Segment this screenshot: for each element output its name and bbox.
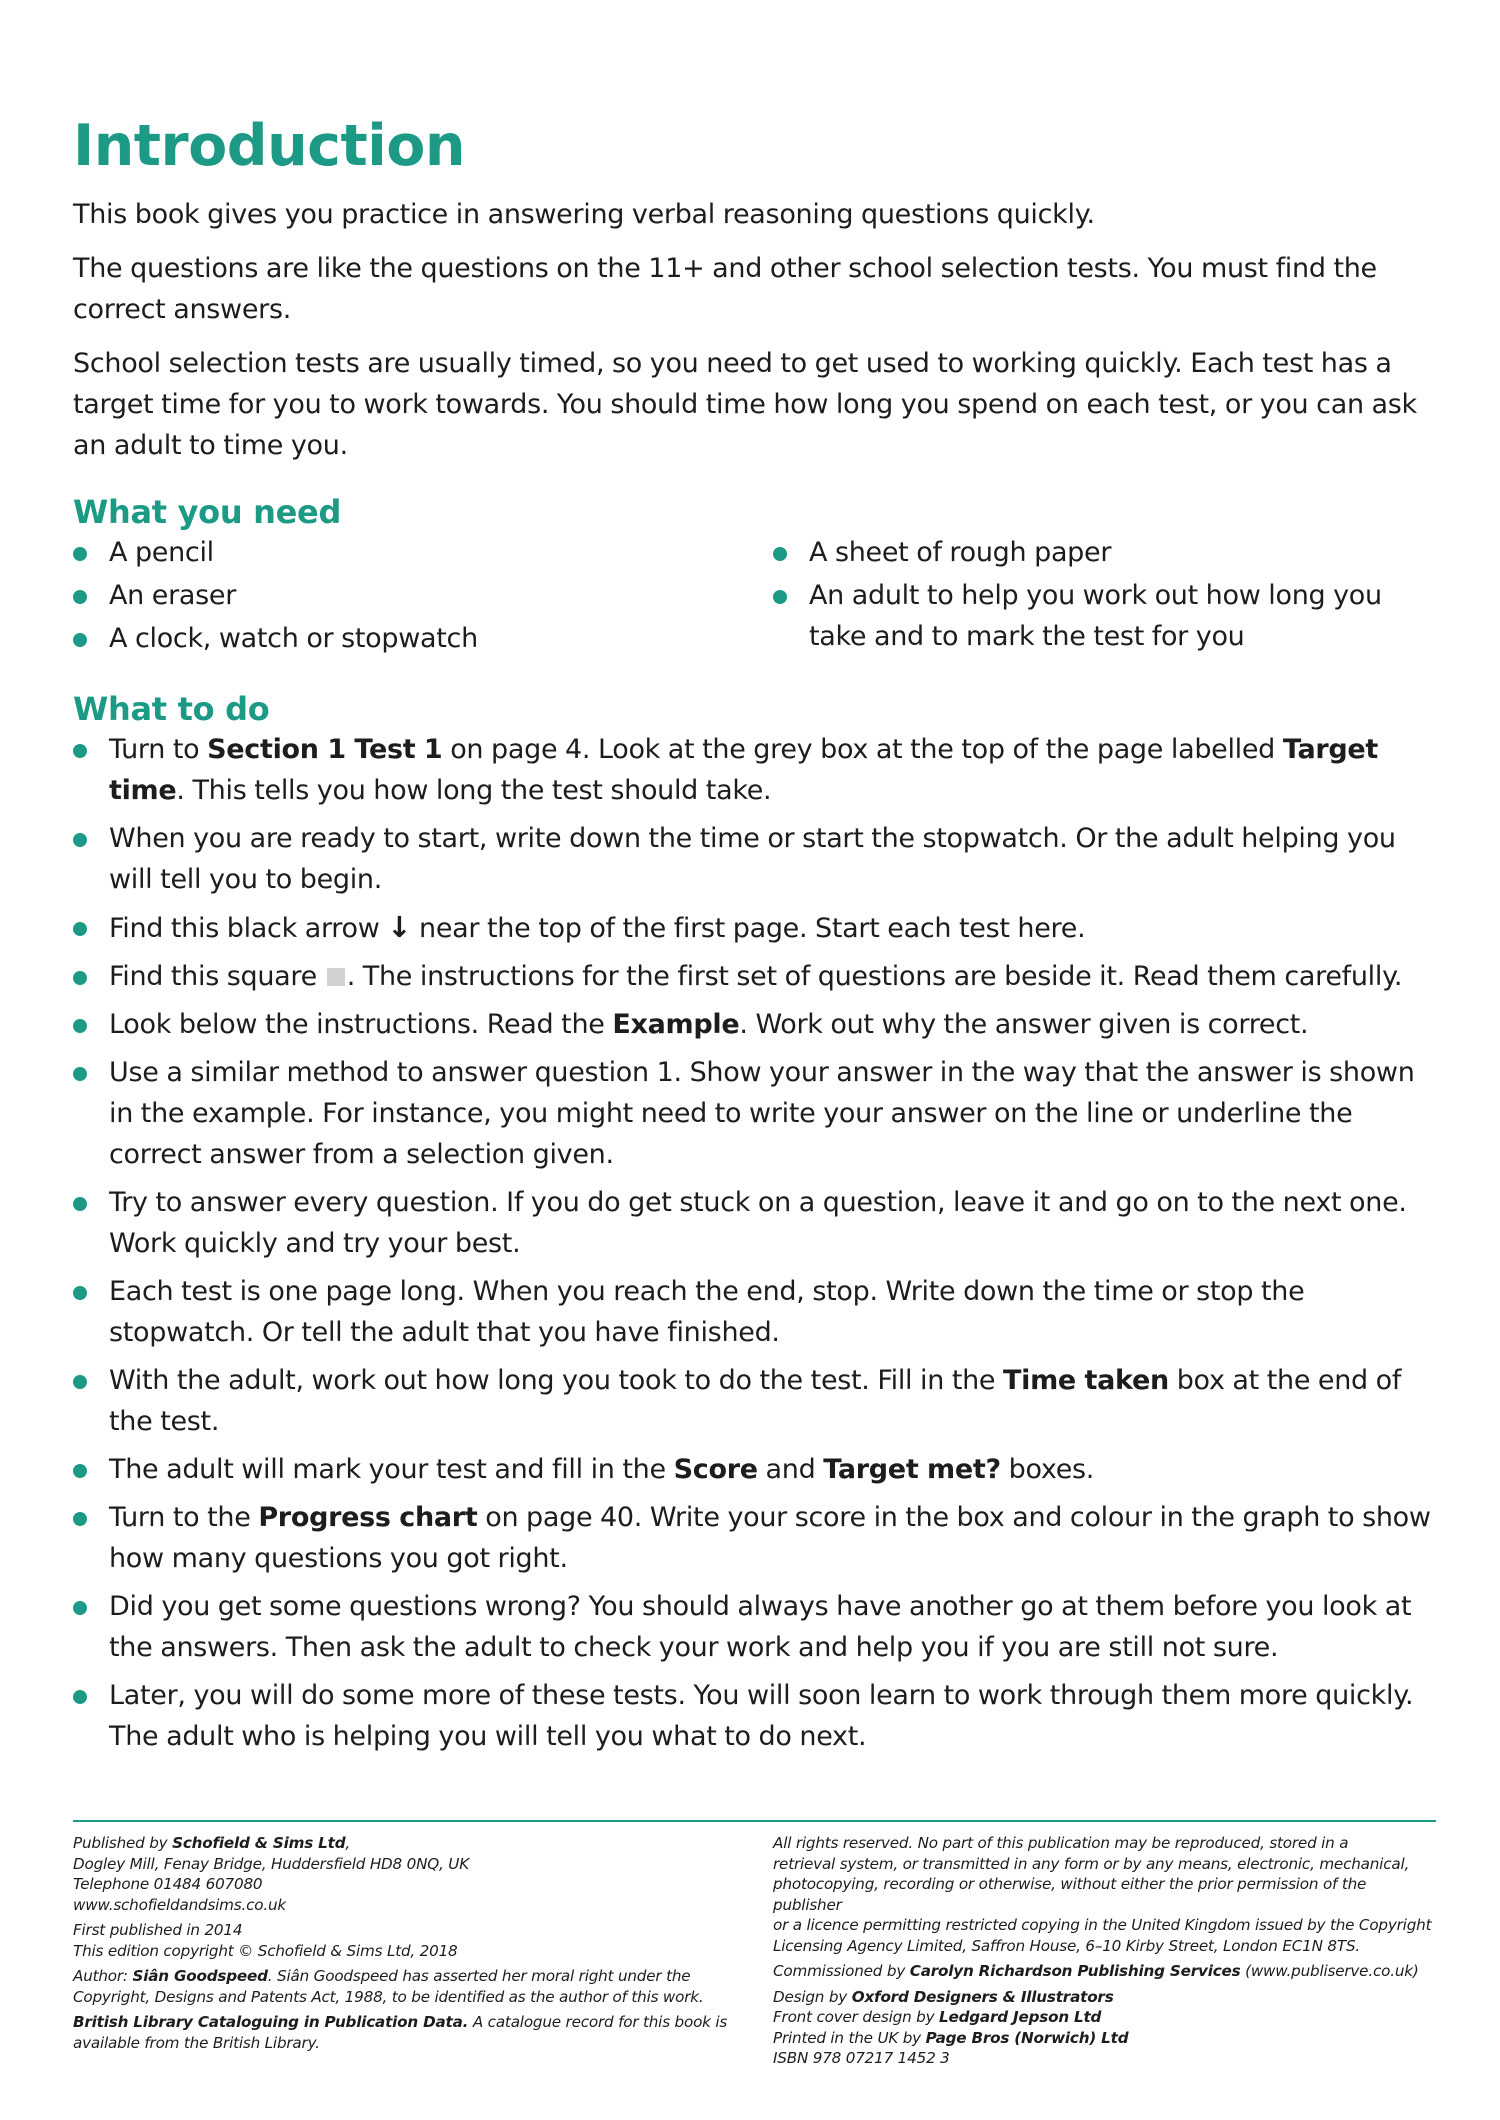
todo-item bbox=[73, 1497, 1436, 1579]
text-run: . Siân Goodspeed has asserted her moral right under the bbox=[267, 1967, 691, 1985]
list-item bbox=[773, 532, 1436, 573]
text-run: ISBN 978 07217 1452 3 bbox=[773, 2049, 950, 2067]
bullet-icon bbox=[773, 590, 787, 604]
todo-item bbox=[73, 1449, 1436, 1490]
bullet-icon bbox=[73, 1690, 87, 1704]
imprint-line bbox=[73, 1987, 773, 2008]
imprint-paragraph bbox=[73, 1966, 773, 2007]
bullet-icon bbox=[73, 744, 87, 758]
imprint-line bbox=[773, 2048, 1436, 2069]
imprint-right-column bbox=[773, 1833, 1436, 2074]
text-run: , bbox=[345, 1834, 351, 1852]
text-run: Commissioned by bbox=[773, 1962, 910, 1980]
todo-item bbox=[73, 1052, 1436, 1175]
text-run: A catalogue record for this book is bbox=[468, 2013, 728, 2031]
bold-text: Schofield & Sims Ltd bbox=[172, 1834, 346, 1852]
bullet-icon bbox=[73, 1464, 87, 1478]
text-run: Published by bbox=[73, 1834, 173, 1852]
todo-item bbox=[73, 1360, 1436, 1442]
text-run: Copyright, Designs and Patents Act, 1988, to be identified as the author of this work. bbox=[73, 1987, 704, 2006]
list-item bbox=[73, 618, 773, 659]
imprint-paragraph bbox=[773, 1961, 1436, 1982]
imprint-left-column bbox=[73, 1833, 773, 2074]
intro-paragraph: The questions are like the questions on the 11+ and other school selection tests. You must find the correct answers. bbox=[73, 253, 1377, 325]
imprint-line bbox=[773, 1961, 1436, 1982]
todo-item bbox=[73, 907, 1436, 949]
what-you-need-heading: What you need bbox=[73, 493, 342, 531]
text-run: First published in 2014 bbox=[73, 1921, 243, 1939]
todo-item bbox=[73, 1182, 1436, 1264]
imprint-paragraph bbox=[773, 1833, 1436, 1956]
list-item-text: A clock, watch or stopwatch bbox=[109, 623, 478, 654]
text-run: photocopying, recording or otherwise, without either the prior permission of the publisher bbox=[773, 1875, 1367, 1914]
what-to-do-section bbox=[73, 689, 1436, 1764]
list-item-text: A sheet of rough paper bbox=[809, 537, 1112, 568]
down-arrow-icon: ↓ bbox=[387, 910, 412, 944]
list-item bbox=[73, 575, 773, 616]
what-you-need-columns bbox=[73, 532, 1436, 661]
bullet-icon bbox=[73, 1601, 87, 1615]
bold-text: Section 1 Test 1 bbox=[207, 734, 443, 765]
bold-text: Example bbox=[612, 1009, 740, 1040]
bullet-icon bbox=[73, 547, 87, 561]
bullet-icon bbox=[773, 547, 787, 561]
bold-text: Target time bbox=[109, 734, 1379, 806]
imprint-line bbox=[773, 1987, 1436, 2008]
imprint-line bbox=[73, 2012, 773, 2033]
bold-text: Time taken bbox=[1003, 1365, 1169, 1396]
todo-item bbox=[73, 1675, 1436, 1757]
list-item bbox=[73, 532, 773, 573]
what-to-do-heading: What to do bbox=[73, 690, 270, 728]
what-you-need-section bbox=[73, 492, 1436, 661]
text-run: Later, you will do some more of these tests. You will soon learn to work through them more quickly. The adult who is helping you will tell you what to do next. bbox=[109, 1680, 1414, 1752]
text-run: (www.publiserve.co.uk) bbox=[1240, 1962, 1419, 1980]
bullet-icon bbox=[73, 1197, 87, 1211]
text-run: Printed in the UK by bbox=[773, 2028, 926, 2047]
text-run: Use a similar method to answer question 1. Show your answer in the way that the answer is shown in the example. For instance, you might need to write your answer on the line or underline the correct answer from a selection given. bbox=[109, 1057, 1415, 1170]
imprint-line bbox=[773, 1874, 1436, 1915]
imprint-paragraph bbox=[73, 1920, 773, 1961]
list-item-text: An eraser bbox=[109, 580, 237, 611]
imprint-line bbox=[773, 1915, 1436, 1936]
bold-text: Carolyn Richardson Publishing Services bbox=[909, 1962, 1241, 1980]
text-run: Find this black arrow bbox=[109, 913, 388, 944]
what-to-do-list bbox=[73, 729, 1436, 1757]
intro-paragraph: School selection tests are usually timed, so you need to get used to working quickly. Each test has a target time for you to work towards. You should time how long you spend on each test, or you can ask an adult to time you. bbox=[73, 348, 1417, 461]
imprint-line bbox=[73, 1833, 773, 1854]
bold-text: Progress chart bbox=[258, 1502, 478, 1533]
bullet-icon bbox=[73, 590, 87, 604]
list-item bbox=[773, 575, 1436, 657]
bullet-icon bbox=[73, 971, 87, 985]
text-run: Turn to bbox=[109, 734, 208, 765]
need-list-left bbox=[73, 532, 773, 661]
text-run: available from the British Library. bbox=[73, 2033, 320, 2052]
todo-item bbox=[73, 1004, 1436, 1045]
bullet-icon bbox=[73, 633, 87, 647]
footer-divider bbox=[73, 1820, 1436, 1822]
bullet-icon bbox=[73, 1512, 87, 1526]
bullet-icon bbox=[73, 922, 87, 936]
list-item-text: A pencil bbox=[109, 537, 214, 568]
imprint-line bbox=[73, 1874, 773, 1895]
text-run: near the top of the first page. Start each test here. bbox=[411, 913, 1086, 944]
todo-item bbox=[73, 1271, 1436, 1353]
text-run: or a licence permitting restricted copying in the United Kingdom issued by the Copyright bbox=[773, 1916, 1432, 1934]
bold-text: Score bbox=[673, 1454, 758, 1485]
bold-text: Target met? bbox=[823, 1454, 1001, 1485]
page-title: Introduction bbox=[73, 113, 465, 179]
todo-item bbox=[73, 956, 1436, 997]
text-run: When you are ready to start, write down the time or start the stopwatch. Or the adult helping you will tell you to begin. bbox=[109, 823, 1396, 895]
imprint-line bbox=[73, 1895, 773, 1916]
imprint-line bbox=[73, 1854, 773, 1875]
text-run: www.schofieldandsims.co.uk bbox=[73, 1895, 287, 1914]
imprint-line bbox=[773, 2028, 1436, 2049]
text-run: . Work out why the answer given is correct. bbox=[739, 1009, 1309, 1040]
imprint-footer bbox=[73, 1833, 1436, 2074]
text-run: on page 4. Look at the grey box at the top of the page labelled bbox=[442, 734, 1283, 765]
text-run: Author: bbox=[73, 1967, 133, 1985]
need-list-right bbox=[773, 532, 1436, 661]
text-run: Did you get some questions wrong? You should always have another go at them before you look at the answers. Then ask the adult to check your work and help you if you are still not sure. bbox=[109, 1591, 1412, 1663]
text-run: Look below the instructions. Read the bbox=[109, 1009, 613, 1040]
text-run: . The instructions for the first set of questions are beside it. Read them carefully. bbox=[346, 961, 1403, 992]
imprint-paragraph bbox=[773, 1987, 1436, 2069]
bullet-icon bbox=[73, 1019, 87, 1033]
bold-text: Page Bros (Norwich) Ltd bbox=[925, 2028, 1129, 2047]
todo-item bbox=[73, 818, 1436, 900]
text-run: Find this square bbox=[109, 961, 325, 992]
text-run: . This tells you how long the test should take. bbox=[176, 775, 772, 806]
text-run: All rights reserved. No part of this publication may be reproduced, stored in a bbox=[773, 1834, 1349, 1852]
text-run: retrieval system, or transmitted in any form or by any means, electronic, mechanical, bbox=[773, 1854, 1410, 1873]
bullet-icon bbox=[73, 833, 87, 847]
imprint-paragraph bbox=[73, 2012, 773, 2053]
imprint-line bbox=[773, 1854, 1436, 1875]
text-run: Each test is one page long. When you reach the end, stop. Write down the time or stop the stopwatch. Or tell the adult that you have finished. bbox=[109, 1276, 1305, 1348]
bold-text: Siân Goodspeed bbox=[132, 1967, 268, 1985]
text-run: Try to answer every question. If you do get stuck on a question, leave it and go on to the next one. Work quickly and try your best. bbox=[109, 1187, 1407, 1259]
text-run: Front cover design by bbox=[773, 2008, 939, 2026]
imprint-line bbox=[73, 2033, 773, 2054]
imprint-paragraph bbox=[73, 1833, 773, 1915]
text-run: boxes. bbox=[1000, 1454, 1095, 1485]
text-run: The adult will mark your test and fill in the bbox=[109, 1454, 674, 1485]
bullet-icon bbox=[73, 1067, 87, 1081]
bold-text: Ledgard Jepson Ltd bbox=[939, 2008, 1102, 2026]
text-run: and bbox=[757, 1454, 824, 1485]
imprint-line bbox=[73, 1941, 773, 1962]
bullet-icon bbox=[73, 1375, 87, 1389]
imprint-line bbox=[773, 2007, 1436, 2028]
text-run: Design by bbox=[773, 1987, 852, 2006]
text-run: box at the end of the test. bbox=[109, 1365, 1402, 1437]
bullet-icon bbox=[73, 1286, 87, 1300]
text-run: Telephone 01484 607080 bbox=[73, 1875, 263, 1893]
intro-paragraph: This book gives you practice in answering verbal reasoning questions quickly. bbox=[73, 199, 1095, 230]
imprint-line bbox=[73, 1966, 773, 1987]
bold-text: Oxford Designers & Illustrators bbox=[851, 1987, 1114, 2006]
text-run: Turn to the bbox=[109, 1502, 259, 1533]
text-run: Licensing Agency Limited, Saffron House, 6–10 Kirby Street, London EC1N 8TS. bbox=[773, 1936, 1361, 1955]
intro-section bbox=[73, 194, 1436, 479]
imprint-line bbox=[773, 1833, 1436, 1854]
todo-item bbox=[73, 729, 1436, 811]
imprint-line bbox=[73, 1920, 773, 1941]
todo-item bbox=[73, 1586, 1436, 1668]
bold-text: British Library Cataloguing in Publication Data. bbox=[73, 2013, 469, 2031]
text-run: This edition copyright © Schofield & Sims Ltd, 2018 bbox=[73, 1941, 458, 1960]
list-item-text: An adult to help you work out how long you take and to mark the test for you bbox=[809, 580, 1382, 652]
imprint-line bbox=[773, 1936, 1436, 1957]
text-run: on page 40. Write your score in the box and colour in the graph to show how many questions you got right. bbox=[109, 1502, 1431, 1574]
text-run: Dogley Mill, Fenay Bridge, Huddersfield HD8 0NQ, UK bbox=[73, 1854, 469, 1873]
grey-square-icon bbox=[327, 968, 345, 986]
text-run: With the adult, work out how long you took to do the test. Fill in the bbox=[109, 1365, 1004, 1396]
